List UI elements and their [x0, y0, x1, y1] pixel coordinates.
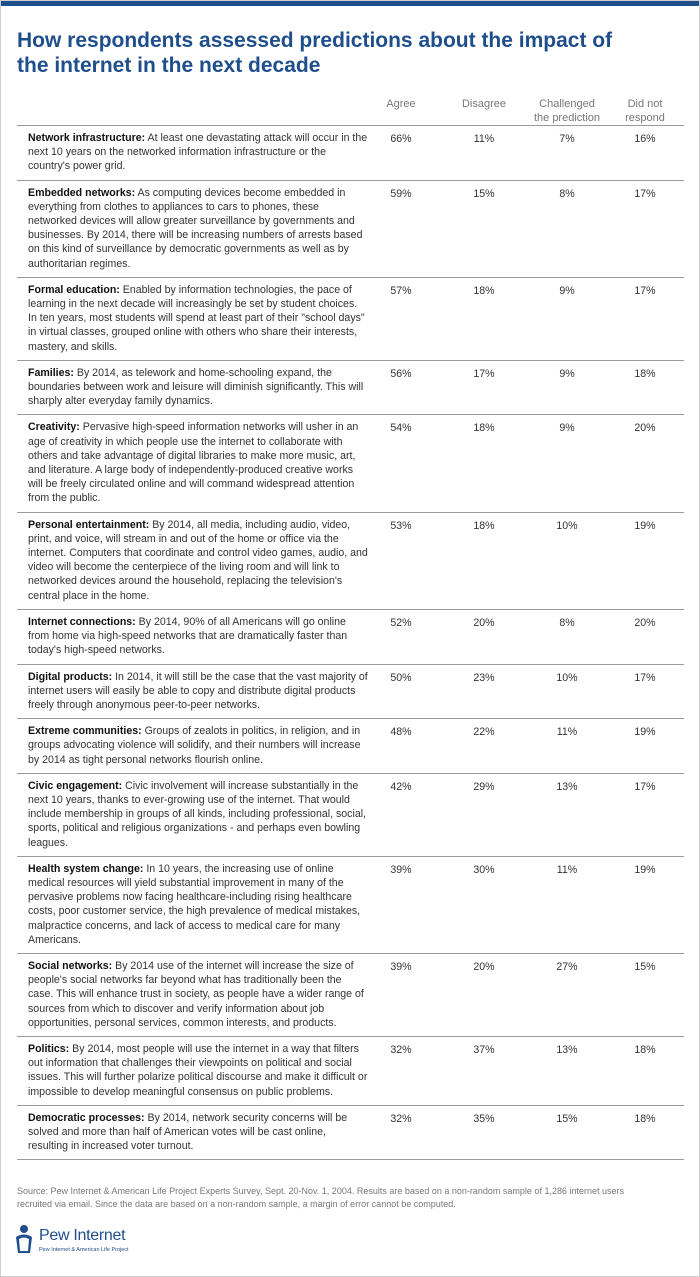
- did-not-respond-value: 19%: [634, 863, 656, 876]
- challenged-value: 8%: [559, 187, 575, 200]
- agree-value: 32%: [390, 1043, 412, 1056]
- prediction-label: Extreme communities:: [28, 725, 142, 738]
- agree-value: 32%: [390, 1112, 412, 1125]
- table-row: [17, 1105, 684, 1161]
- prediction-text: Pervasive high-speed information networks will usher in an age of creativity in which people use the internet to collaborate with others and take advantage of digital libraries to make more music, art, and literature. A large body of independently-produced creative works will be freely circulated online and will command widespread attention from the public.: [28, 421, 359, 505]
- disagree-value: 35%: [473, 1112, 495, 1125]
- column-header-did-not-respond: [615, 97, 675, 125]
- prediction-label: Internet connections:: [28, 615, 136, 628]
- agree-value: 39%: [390, 960, 412, 973]
- prediction-description: [28, 518, 368, 603]
- prediction-description: [28, 420, 368, 505]
- agree-value: 50%: [390, 671, 412, 684]
- column-header-dnr-line2: respond: [625, 112, 665, 124]
- prediction-label: Formal education:: [28, 283, 120, 296]
- table-row: [17, 718, 684, 773]
- column-header-challenged-line1: Challenged: [539, 98, 595, 110]
- prediction-label: Network infrastructure:: [28, 132, 146, 144]
- disagree-value: 20%: [473, 616, 495, 629]
- table-row: [17, 414, 684, 511]
- did-not-respond-value: 17%: [634, 671, 656, 684]
- table-row: [17, 609, 684, 664]
- column-header-disagree: Disagree: [461, 98, 507, 110]
- prediction-label: Personal entertainment:: [28, 518, 150, 531]
- column-header-challenged-line2: the prediction: [533, 112, 601, 124]
- prediction-label: Politics:: [28, 1042, 70, 1055]
- prediction-text: Enabled by information technologies, the pace of learning in the next decade will increasingly be set by student choices. In ten years, most students will spend at least part of their "school days" in virtual classes, grouped online with others who share their interests, mastery, and skills.: [28, 283, 365, 353]
- agree-value: 54%: [390, 422, 412, 435]
- challenged-value: 10%: [556, 671, 578, 684]
- disagree-value: 17%: [473, 367, 495, 380]
- challenged-value: 9%: [559, 422, 575, 435]
- table-row: [17, 953, 684, 1036]
- table-row: [17, 360, 684, 415]
- table-row: [17, 773, 684, 856]
- prediction-description: [28, 615, 368, 658]
- challenged-value: 7%: [559, 133, 575, 145]
- source-note: Source: Pew Internet & American Life Project Experts Survey, Sept. 20-Nov. 1, 2004. Results are based on a non-random sample of 1,286 internet users recruited via email. Since the data are based on a non-random sample, a margin of error cannot be computed.: [17, 1186, 624, 1209]
- prediction-table: [17, 125, 684, 1160]
- prediction-text: As computing devices become embedded in everything from clothes to appliances to cars to phones, these networked devices will allow greater surveillance by governments and businesses. By 2014, there will be increasing numbers of arrests based on this kind of surveillance by democratic governments as well as by authoritarian regimes.: [28, 186, 363, 270]
- disagree-value: 22%: [473, 726, 495, 739]
- top-accent-bar: [1, 1, 699, 6]
- prediction-text: By 2014, network security concerns will be solved and more than half of American votes will be cast online, resulting in increased voter turnout.: [28, 1111, 348, 1153]
- agree-value: 42%: [390, 780, 412, 793]
- challenged-value: 15%: [556, 1112, 578, 1125]
- agree-value: 66%: [390, 133, 412, 145]
- logo-wordmark: Pew Internet: [39, 1227, 126, 1244]
- challenged-value: 13%: [556, 1043, 578, 1056]
- prediction-label: Democratic processes:: [28, 1111, 145, 1124]
- prediction-description: [28, 1042, 368, 1099]
- did-not-respond-value: 17%: [634, 780, 656, 793]
- column-header-agree: Agree: [386, 98, 416, 110]
- prediction-text: At least one devastating attack will occur in the next 10 years on the networked information infrastructure or the country's power grid.: [28, 132, 368, 173]
- agree-value: 53%: [390, 519, 412, 532]
- prediction-label: Health system change:: [28, 862, 144, 875]
- disagree-value: 18%: [473, 422, 495, 435]
- disagree-value: 23%: [473, 671, 495, 684]
- prediction-label: Creativity:: [28, 421, 80, 434]
- challenged-value: 13%: [556, 780, 578, 793]
- did-not-respond-value: 18%: [634, 1112, 656, 1125]
- prediction-description: [28, 283, 368, 354]
- prediction-description: [28, 186, 368, 271]
- table-row: [17, 664, 684, 719]
- column-header-dnr-line1: Did not: [627, 98, 663, 110]
- prediction-text: By 2014, as telework and home-schooling expand, the boundaries between work and leisure will diminish significantly. This will sharply alter everyday family dynamics.: [28, 366, 364, 408]
- table-row: [17, 512, 684, 609]
- agree-value: 39%: [390, 863, 412, 876]
- did-not-respond-value: 17%: [634, 187, 656, 200]
- prediction-text: By 2014, most people will use the internet in a way that filters out information that challenges their viewpoints on political and social issues. This will further polarize political discourse and make it difficult or impossible to develop meaningful consensus on public problems.: [28, 1042, 368, 1098]
- prediction-description: [28, 959, 368, 1030]
- challenged-value: 9%: [559, 367, 575, 380]
- challenged-value: 8%: [559, 616, 575, 629]
- table-row: [17, 856, 684, 953]
- did-not-respond-value: 15%: [634, 960, 656, 973]
- prediction-label: Families:: [28, 366, 74, 379]
- disagree-value: 37%: [473, 1043, 495, 1056]
- agree-value: 59%: [390, 187, 412, 200]
- prediction-text: Civic involvement will increase substantially in the next 10 years, thanks to ever-growing use of the internet. That would include membership in groups of all kinds, including professional, social, sports, political and religious organizations - and perhaps even bowling leagues.: [28, 779, 367, 849]
- did-not-respond-value: 17%: [634, 284, 656, 297]
- prediction-description: [28, 779, 368, 850]
- prediction-text: By 2014, all media, including audio, video, print, and voice, will stream in and out of the home or office via the internet. Computers that coordinate and control video games, audio, and video will become the centerpiece of the living room and will link to networked devices around the household, replacing the television's central place in the home.: [28, 518, 368, 602]
- prediction-text: In 10 years, the increasing use of online medical resources will yield substantial improvement in many of the pervasive problems now facing healthcare-including rising healthcare costs, poor customer service, the high prevalence of medical mistakes, malpractice concerns, and lack of access to medical care for many Americans.: [28, 862, 361, 946]
- prediction-text: Groups of zealots in politics, in religion, and in groups advocating violence will solidify, and their numbers will increase by 2014 as tight personal networks flourish online.: [28, 725, 361, 766]
- prediction-label: Civic engagement:: [28, 779, 123, 792]
- challenged-value: 11%: [556, 726, 578, 739]
- challenged-value: 10%: [556, 519, 578, 532]
- prediction-description: [28, 670, 368, 713]
- challenged-value: 9%: [559, 284, 575, 297]
- did-not-respond-value: 19%: [634, 726, 656, 739]
- column-header-challenged: [527, 97, 607, 125]
- disagree-value: 18%: [473, 284, 495, 297]
- table-row: [17, 125, 684, 180]
- agree-value: 56%: [390, 367, 412, 380]
- disagree-value: 20%: [473, 960, 495, 973]
- prediction-label: Embedded networks:: [28, 186, 136, 199]
- agree-value: 48%: [390, 726, 412, 739]
- prediction-label: Digital products:: [28, 670, 113, 683]
- did-not-respond-value: 18%: [634, 367, 656, 380]
- challenged-value: 11%: [556, 863, 578, 876]
- logo-subtitle: Pew Internet & American Life Project: [39, 1247, 129, 1253]
- prediction-description: [28, 1111, 368, 1154]
- did-not-respond-value: 16%: [634, 133, 656, 145]
- prediction-description: [28, 131, 368, 174]
- table-row: [17, 180, 684, 277]
- prediction-text: By 2014, 90% of all Americans will go online from home via high-speed networks that are dramatically faster than today's high-speed networks.: [28, 615, 348, 657]
- did-not-respond-value: 20%: [634, 422, 656, 435]
- prediction-text: In 2014, it will still be the case that the vast majority of internet users will easily be able to copy and distribute digital products freely through anonymous peer-to-peer networks.: [28, 670, 368, 711]
- disagree-value: 30%: [473, 863, 495, 876]
- table-row: [17, 1036, 684, 1105]
- disagree-value: 29%: [473, 780, 495, 793]
- prediction-text: By 2014 use of the internet will increase the size of people's social networks far beyond what has traditionally been the case. This will enhance trust in society, as people have a wider range of sources from which to discover and verify information about job opportunities, personal services, common interests, and products.: [28, 959, 364, 1029]
- chart-title: How respondents assessed predictions about the impact of the internet in the next decade: [17, 29, 613, 77]
- did-not-respond-value: 20%: [634, 616, 656, 629]
- prediction-description: [28, 862, 368, 947]
- prediction-description: [28, 366, 368, 409]
- disagree-value: 11%: [473, 133, 495, 145]
- did-not-respond-value: 19%: [634, 519, 656, 532]
- disagree-value: 15%: [473, 187, 495, 200]
- agree-value: 57%: [390, 284, 412, 297]
- prediction-label: Social networks:: [28, 959, 113, 972]
- agree-value: 52%: [390, 616, 412, 629]
- did-not-respond-value: 18%: [634, 1043, 656, 1056]
- pew-logo-icon: [13, 1223, 35, 1255]
- disagree-value: 18%: [473, 519, 495, 532]
- table-row: [17, 277, 684, 360]
- pew-internet-logo: [13, 1223, 153, 1257]
- prediction-description: [28, 724, 368, 767]
- challenged-value: 27%: [556, 960, 578, 973]
